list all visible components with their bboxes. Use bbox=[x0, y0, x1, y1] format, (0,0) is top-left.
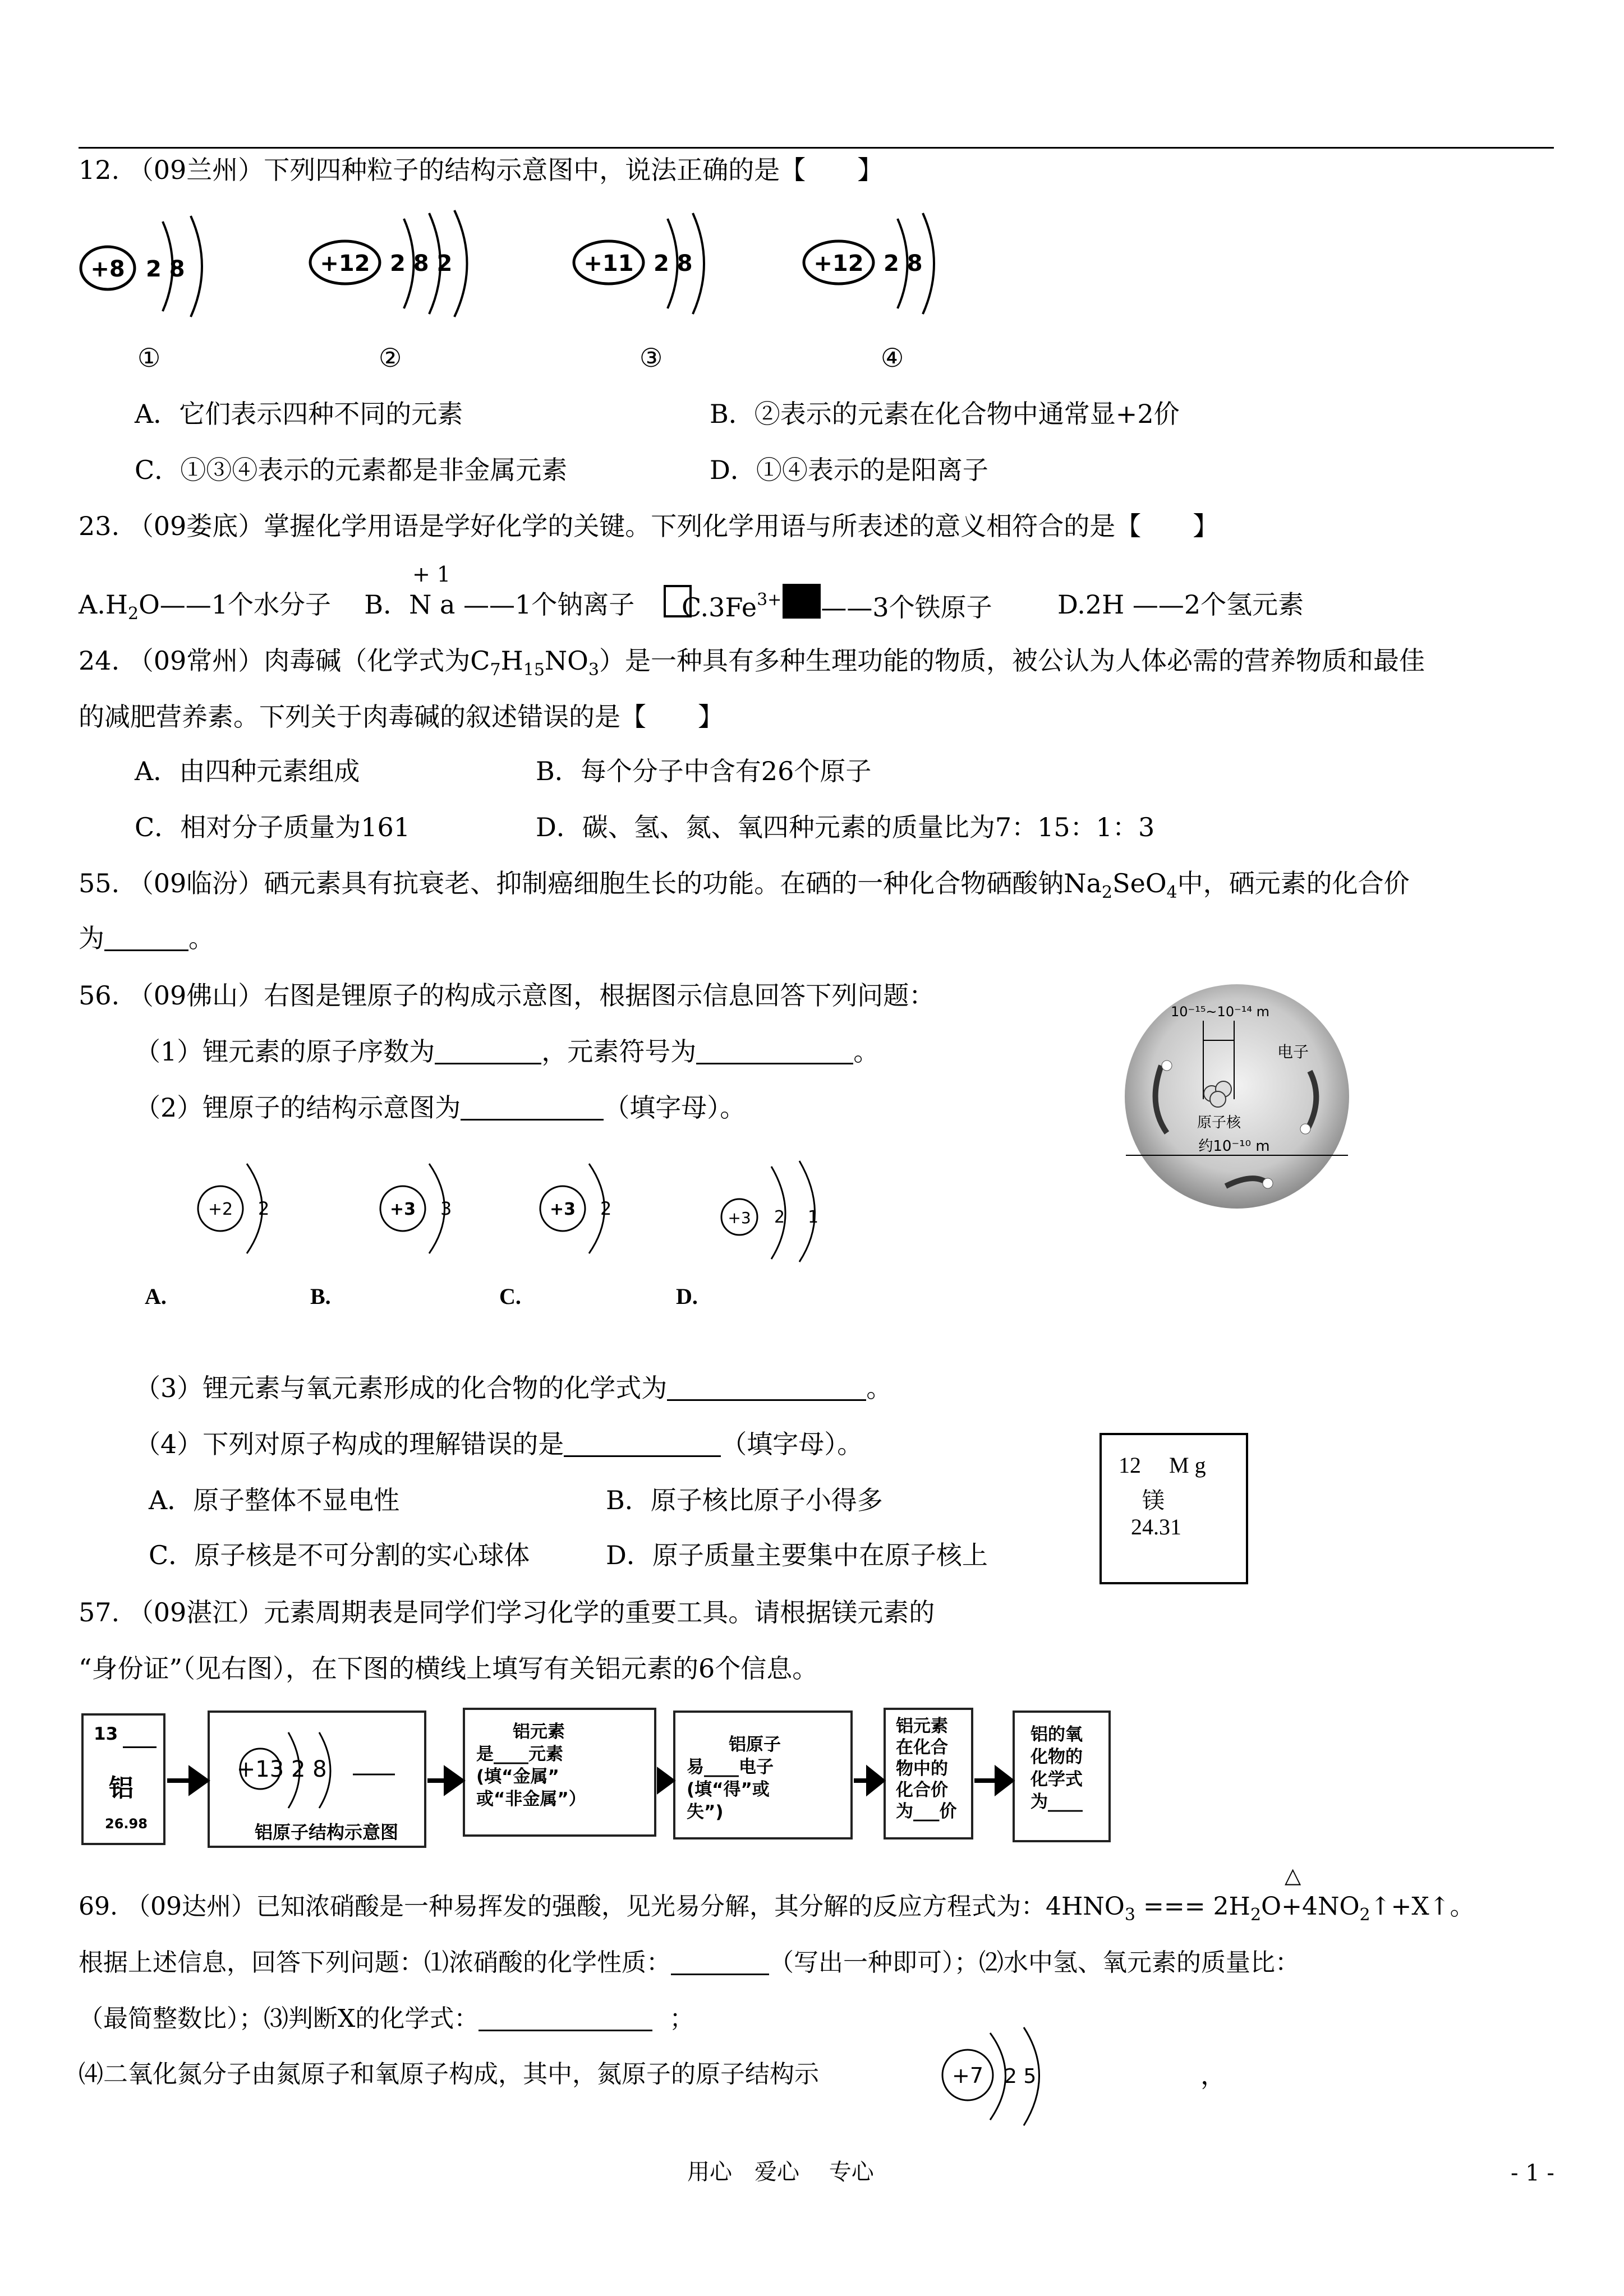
shell-label: 2 8 bbox=[654, 251, 693, 276]
q12-diagram-2 bbox=[306, 208, 491, 320]
q12-label-2: ② bbox=[379, 343, 402, 373]
q69-delta: △ bbox=[1285, 1863, 1301, 1888]
page-number: - 1 - bbox=[1511, 2160, 1554, 2186]
q56-diagram-a-label: A. bbox=[145, 1284, 167, 1309]
lithium-atom-figure bbox=[1114, 987, 1360, 1217]
q69-line2: 根据上述信息，回答下列问题：⑴浓硝酸的化学性质： （写出一种即可）；⑵水中氢、氧元素的质量比： bbox=[79, 1948, 1300, 1977]
q12-option-c: C．①③④表示的元素都是非金属元素 bbox=[135, 455, 568, 485]
q23-options bbox=[79, 589, 635, 624]
q69-property-blank[interactable] bbox=[671, 1951, 769, 1975]
q56-diagram-a bbox=[194, 1155, 306, 1262]
figure-scale-top: 10⁻¹⁵~10⁻¹⁴ m bbox=[1170, 1004, 1270, 1020]
flow-box-metal: 铝元素 是____元素 (填“金属” 或“非金属”） bbox=[463, 1708, 656, 1837]
q56-part3: （3）锂元素与氧元素形成的化合物的化学式为 。 bbox=[135, 1373, 892, 1403]
nucleus-label: +2 bbox=[208, 1200, 233, 1219]
q24-option-a: A．由四种元素组成 bbox=[135, 756, 360, 786]
nucleus-label: +3 bbox=[549, 1200, 576, 1219]
q56-option-b: B．原子核比原子小得多 bbox=[606, 1485, 883, 1515]
shell-label: 3 bbox=[440, 1198, 452, 1219]
q57-stem-line1: 57. （09湛江）元素周期表是同学们学习化学的重要工具。请根据镁元素的 bbox=[79, 1597, 935, 1628]
flow-box-element: 13 铝 26.98 bbox=[81, 1713, 165, 1845]
q24-option-c: C．相对分子质量为161 bbox=[135, 812, 410, 842]
q23-valence-mark: + 1 bbox=[412, 562, 451, 587]
q69-formula-blank[interactable] bbox=[479, 2007, 652, 2031]
q23-option-b: B．N a ——1个钠离子 bbox=[364, 589, 635, 620]
q69-line4: ⑷二氧化氮分子由氮原子和氧原子构成，其中，氮原子的原子结构示 bbox=[79, 2060, 819, 2088]
figure-electron-label: 电子 bbox=[1277, 1043, 1309, 1061]
q23-option-d: D.2H ——2个氢元素 bbox=[1057, 589, 1304, 620]
nucleus-label: +12 bbox=[813, 251, 864, 276]
q12-stem: 12. （09兰州）下列四种粒子的结构示意图中，说法正确的是【 】 bbox=[79, 155, 884, 185]
q23-stem: 23. （09娄底）掌握化学用语是学好化学的关键。下列化学用语与所表述的意义相符合的是【 】 bbox=[79, 511, 1219, 541]
shell-label: 2 bbox=[600, 1198, 612, 1219]
q56-diagram-d bbox=[718, 1155, 864, 1262]
q12-label-4: ④ bbox=[881, 343, 904, 373]
flow-box-valence: 铝元素 在化合 物中的 化合价 为___价 bbox=[884, 1708, 973, 1839]
q56-option-a: A．原子整体不显电性 bbox=[149, 1485, 400, 1515]
nucleus-label: +11 bbox=[583, 251, 634, 276]
q57-stem-line2: “身份证”（见右图），在下图的横线上填写有关铝元素的6个信息。 bbox=[79, 1653, 818, 1684]
q12-label-1: ① bbox=[137, 343, 161, 373]
q56-diagram-blank[interactable] bbox=[461, 1096, 604, 1121]
q55-line2: 为 。 bbox=[79, 923, 214, 953]
q69-line3: （最简整数比）；⑶判断X的化学式： ； bbox=[79, 2004, 694, 2033]
flow-arrows bbox=[0, 1739, 1122, 1795]
q56-part2: （2）锂原子的结构示意图为 （填字母）。 bbox=[135, 1092, 746, 1123]
q23-black-box bbox=[783, 584, 821, 619]
q24-stem-line2: 的减肥营养素。下列关于肉毒碱的叙述错误的是【 】 bbox=[79, 702, 724, 732]
mg-mass: 24.31 bbox=[1131, 1514, 1181, 1539]
shell-label: 2 8 bbox=[884, 251, 923, 276]
figure-nucleus-label: 原子核 bbox=[1197, 1114, 1241, 1131]
q24-option-b: B．每个分子中含有26个原子 bbox=[536, 756, 872, 786]
q12-diagram-4 bbox=[799, 208, 968, 320]
shell-label: 2 8 2 bbox=[390, 251, 453, 276]
q23-option-c: $C.3Fe^{3+}$ ——3个铁原子 bbox=[682, 590, 992, 623]
nucleus-label: +12 bbox=[320, 251, 370, 276]
q12-diagram-1 bbox=[79, 210, 247, 322]
q56-wrong-blank[interactable] bbox=[564, 1433, 721, 1457]
shell-label: 2 bbox=[258, 1198, 270, 1219]
nitrogen-atom-diagram bbox=[931, 2025, 1077, 2137]
q56-formula-blank[interactable] bbox=[667, 1377, 866, 1401]
q56-atomic-number-blank[interactable] bbox=[435, 1040, 541, 1064]
nucleus-label: +3 bbox=[389, 1200, 416, 1219]
q56-diagram-c-label: C. bbox=[499, 1284, 521, 1309]
q12-option-b: B．②表示的元素在化合物中通常显+2价 bbox=[710, 399, 1180, 429]
q23-option-a: $A.H_2O——1$个水分子 bbox=[79, 589, 332, 624]
svg-text:2 8: 2 8 bbox=[291, 1756, 327, 1782]
shell-label: 2 8 bbox=[146, 256, 185, 282]
q12-option-a: A．它们表示四种不同的元素 bbox=[135, 399, 463, 429]
q55-stem: 55. （09临汾）硒元素具有抗衰老、抑制癌细胞生长的功能。在硒的一种化合物硒酸钠$Na_2SeO_4$中，硒元素的化合价 bbox=[79, 868, 1410, 902]
q56-diagram-b-label: B. bbox=[310, 1284, 331, 1309]
figure-scale-bottom: 约10⁻¹⁰ m bbox=[1198, 1138, 1270, 1155]
q56-diagram-c bbox=[536, 1155, 648, 1262]
svg-text:+13: +13 bbox=[236, 1756, 284, 1782]
q12-diagram-3 bbox=[569, 208, 738, 320]
nucleus-label: +8 bbox=[90, 256, 125, 282]
flow-box-electron: 铝原子 易____电子 (填“得”或 失”) bbox=[673, 1711, 853, 1839]
shell-label: 2 bbox=[774, 1207, 785, 1227]
q24-stem-line1: 24. （09常州）肉毒碱（化学式为$C_7H_{15}NO_3$）是一种具有多种生理功能的物质，被公认为人体必需的营养物质和最佳 bbox=[79, 646, 1425, 680]
q12-option-d: D．①④表示的是阳离子 bbox=[710, 455, 988, 485]
q55-answer-blank[interactable] bbox=[104, 927, 188, 951]
mg-symbol: M g bbox=[1169, 1453, 1206, 1478]
q56-option-c: C．原子核是不可分割的实心球体 bbox=[149, 1540, 530, 1570]
shell-label: 1 bbox=[808, 1207, 819, 1227]
q56-diagram-b bbox=[376, 1155, 488, 1262]
mg-number: 12 bbox=[1119, 1453, 1141, 1478]
q24-option-d: D．碳、氢、氮、氧四种元素的质量比为7：15：1：3 bbox=[536, 812, 1155, 842]
mg-name: 镁 bbox=[1142, 1488, 1165, 1514]
flow-box-oxide: 铝的氧 化物的 化学式 为____ bbox=[1013, 1711, 1111, 1842]
nucleus-label: +7 bbox=[951, 2063, 984, 2088]
q56-part4: （4）下列对原子构成的理解错误的是 （填字母）。 bbox=[135, 1429, 863, 1459]
flow-box-structure: +13 2 8 铝原子结构示意图 bbox=[208, 1711, 426, 1848]
q69-line4-end: ， bbox=[1200, 2060, 1226, 2090]
q56-part1: （1）锂元素的原子序数为 ，元素符号为 。 bbox=[135, 1036, 880, 1067]
header-rule bbox=[79, 147, 1554, 149]
q56-diagram-d-label: D. bbox=[676, 1284, 698, 1309]
shell-label: 2 5 bbox=[1004, 2065, 1037, 2088]
q56-option-d: D．原子质量主要集中在原子核上 bbox=[606, 1540, 988, 1570]
q69-line1: 69. （09达州）已知浓硝酸是一种易挥发的强酸，见光易分解，其分解的反应方程式为：$4HNO_3$ === $2H_2O+4NO_2↑+X↑$。 bbox=[79, 1892, 1475, 1925]
q12-label-3: ③ bbox=[640, 343, 663, 373]
mg-element-card bbox=[1099, 1433, 1248, 1584]
q56-symbol-blank[interactable] bbox=[696, 1040, 853, 1064]
footer-motto: 用心 爱心 专心 bbox=[687, 2159, 874, 2185]
nucleus-label: +3 bbox=[728, 1209, 751, 1227]
q56-stem: 56. （09佛山）右图是锂原子的构成示意图，根据图示信息回答下列问题： bbox=[79, 980, 935, 1011]
